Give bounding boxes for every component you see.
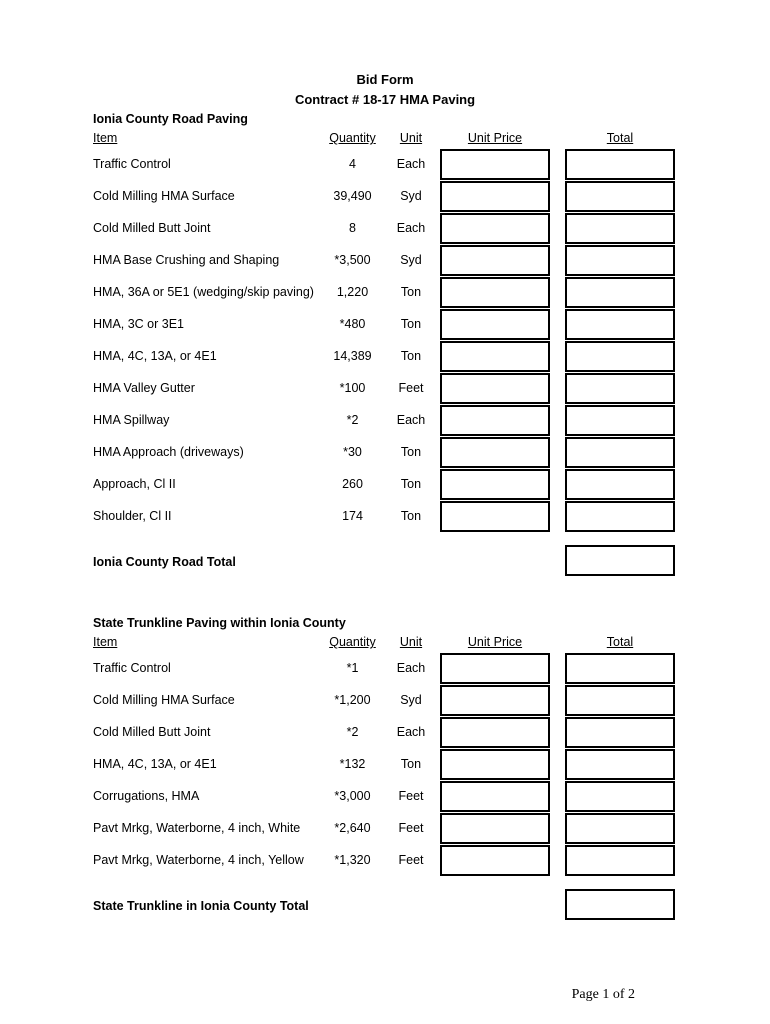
item-unit: Ton (400, 509, 422, 523)
item-quantity: *3,500 (334, 253, 371, 267)
item-name: Traffic Control (93, 661, 171, 675)
table-row (0, 277, 770, 309)
item-quantity: *1 (346, 661, 359, 675)
table-row (0, 373, 770, 405)
table-row (0, 437, 770, 469)
col-unit-header: Unit (399, 131, 423, 145)
section2-total-input[interactable] (565, 889, 675, 920)
line-total-input[interactable] (565, 653, 675, 684)
item-quantity: 1,220 (336, 285, 369, 299)
table-row (0, 213, 770, 245)
section1-total-input[interactable] (565, 545, 675, 576)
item-quantity: 260 (342, 477, 363, 491)
item-quantity: *480 (339, 317, 366, 331)
line-total-input[interactable] (565, 437, 675, 468)
line-total-input[interactable] (565, 781, 675, 812)
item-unit: Each (396, 157, 426, 171)
line-total-input[interactable] (565, 813, 675, 844)
line-total-input[interactable] (565, 717, 675, 748)
item-unit: Ton (400, 477, 422, 491)
col-quantity-header: Quantity (329, 635, 376, 649)
item-quantity: *3,000 (334, 789, 371, 803)
item-quantity: 8 (349, 221, 356, 235)
table-row (0, 845, 770, 877)
unit-price-input[interactable] (440, 749, 550, 780)
item-quantity: *30 (343, 445, 362, 459)
line-total-input[interactable] (565, 405, 675, 436)
item-quantity: *2 (346, 413, 359, 427)
unit-price-input[interactable] (440, 813, 550, 844)
item-name: Pavt Mrkg, Waterborne, 4 inch, White (93, 821, 301, 835)
unit-price-input[interactable] (440, 309, 550, 340)
contract-title: Contract # 18-17 HMA Paving (294, 92, 476, 107)
unit-price-input[interactable] (440, 277, 550, 308)
item-quantity: *1,320 (334, 853, 371, 867)
unit-price-input[interactable] (440, 653, 550, 684)
item-unit: Each (396, 725, 426, 739)
item-name: Corrugations, HMA (93, 789, 200, 803)
unit-price-input[interactable] (440, 501, 550, 532)
line-total-input[interactable] (565, 469, 675, 500)
col-unit-header: Unit (399, 635, 423, 649)
item-name: HMA, 4C, 13A, or 4E1 (93, 757, 217, 771)
item-name: HMA Valley Gutter (93, 381, 195, 395)
table-row (0, 309, 770, 341)
item-name: HMA Approach (driveways) (93, 445, 244, 459)
line-total-input[interactable] (565, 181, 675, 212)
item-name: HMA Base Crushing and Shaping (93, 253, 280, 267)
item-unit: Feet (398, 853, 424, 867)
item-name: HMA, 3C or 3E1 (93, 317, 185, 331)
item-name: HMA Spillway (93, 413, 170, 427)
item-quantity: 39,490 (333, 189, 372, 203)
item-quantity: 174 (342, 509, 363, 523)
table-row (0, 149, 770, 181)
unit-price-input[interactable] (440, 685, 550, 716)
unit-price-input[interactable] (440, 213, 550, 244)
col-item-header: Item (93, 635, 118, 649)
line-total-input[interactable] (565, 373, 675, 404)
item-name: Pavt Mrkg, Waterborne, 4 inch, Yellow (93, 853, 304, 867)
col-unit-price-header: Unit Price (467, 635, 523, 649)
table-row (0, 653, 770, 685)
unit-price-input[interactable] (440, 717, 550, 748)
line-total-input[interactable] (565, 685, 675, 716)
table-row (0, 501, 770, 533)
form-title: Bid Form (356, 72, 414, 87)
item-unit: Ton (400, 285, 422, 299)
table-row (0, 749, 770, 781)
unit-price-input[interactable] (440, 405, 550, 436)
table-row (0, 813, 770, 845)
item-name: Cold Milled Butt Joint (93, 725, 211, 739)
item-name: Cold Milling HMA Surface (93, 189, 235, 203)
col-total-header: Total (606, 131, 634, 145)
item-unit: Ton (400, 317, 422, 331)
item-quantity: 14,389 (333, 349, 372, 363)
line-total-input[interactable] (565, 845, 675, 876)
table-row (0, 341, 770, 373)
table-row (0, 469, 770, 501)
line-total-input[interactable] (565, 309, 675, 340)
line-total-input[interactable] (565, 749, 675, 780)
item-name: Approach, Cl II (93, 477, 176, 491)
unit-price-input[interactable] (440, 149, 550, 180)
item-unit: Feet (398, 821, 424, 835)
item-quantity: *1,200 (334, 693, 371, 707)
line-total-input[interactable] (565, 501, 675, 532)
item-quantity: *100 (339, 381, 366, 395)
item-unit: Each (396, 221, 426, 235)
section1-title: Ionia County Road Paving (93, 112, 248, 126)
unit-price-input[interactable] (440, 845, 550, 876)
item-name: Cold Milled Butt Joint (93, 221, 211, 235)
item-quantity: *2 (346, 725, 359, 739)
item-quantity: *2,640 (334, 821, 371, 835)
unit-price-input[interactable] (440, 245, 550, 276)
item-unit: Feet (398, 381, 424, 395)
line-total-input[interactable] (565, 245, 675, 276)
section2-total-label: State Trunkline in Ionia County Total (93, 899, 309, 913)
item-unit: Syd (400, 253, 422, 267)
unit-price-input[interactable] (440, 437, 550, 468)
item-name: Traffic Control (93, 157, 171, 171)
table-row (0, 781, 770, 813)
item-name: Cold Milling HMA Surface (93, 693, 235, 707)
page-number: Page 1 of 2 (571, 987, 635, 1002)
item-unit: Each (396, 413, 426, 427)
unit-price-input[interactable] (440, 341, 550, 372)
col-item-header: Item (93, 131, 118, 145)
line-total-input[interactable] (565, 149, 675, 180)
item-name: HMA, 36A or 5E1 (wedging/skip paving) (93, 285, 314, 299)
item-quantity: 4 (349, 157, 356, 171)
table-row (0, 181, 770, 213)
item-unit: Feet (398, 789, 424, 803)
section1-total-label: Ionia County Road Total (93, 555, 236, 569)
item-unit: Each (396, 661, 426, 675)
unit-price-input[interactable] (440, 373, 550, 404)
item-quantity: *132 (339, 757, 366, 771)
line-total-input[interactable] (565, 213, 675, 244)
item-name: Shoulder, Cl II (93, 509, 172, 523)
item-unit: Syd (400, 693, 422, 707)
table-row (0, 405, 770, 437)
line-total-input[interactable] (565, 341, 675, 372)
section2-title: State Trunkline Paving within Ionia County (93, 616, 346, 630)
item-unit: Ton (400, 349, 422, 363)
table-row (0, 245, 770, 277)
unit-price-input[interactable] (440, 469, 550, 500)
col-total-header: Total (606, 635, 634, 649)
line-total-input[interactable] (565, 277, 675, 308)
col-unit-price-header: Unit Price (467, 131, 523, 145)
col-quantity-header: Quantity (329, 131, 376, 145)
unit-price-input[interactable] (440, 181, 550, 212)
table-row (0, 685, 770, 717)
item-unit: Ton (400, 445, 422, 459)
table-row (0, 717, 770, 749)
item-unit: Syd (400, 189, 422, 203)
unit-price-input[interactable] (440, 781, 550, 812)
item-name: HMA, 4C, 13A, or 4E1 (93, 349, 217, 363)
item-unit: Ton (400, 757, 422, 771)
